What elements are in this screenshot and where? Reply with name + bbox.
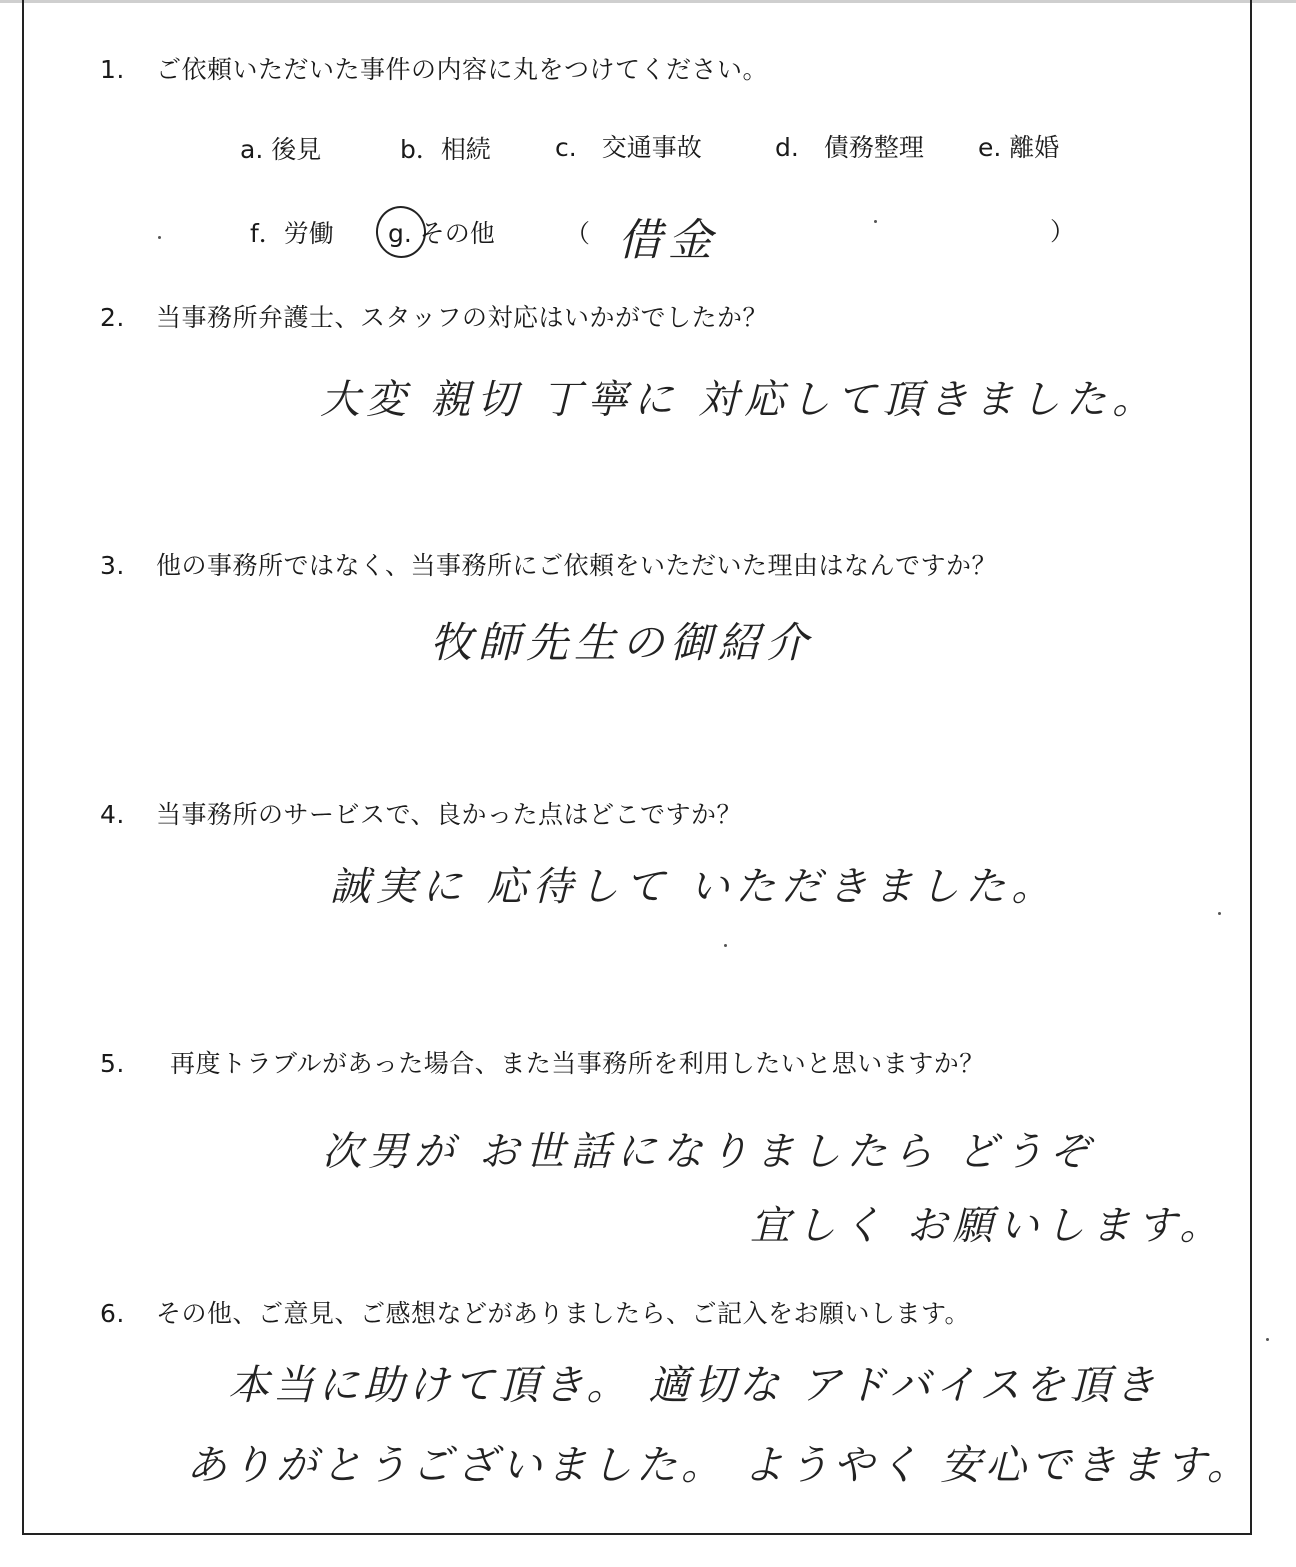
answer-4-handwriting: 誠実に 応待して いただきました。: [330, 864, 1058, 910]
question-text: 再度トラブルがあった場合、また当事務所を利用したいと思いますか？: [170, 1049, 985, 1078]
question-text: その他、ご意見、ご感想などがありましたら、ご記入をお願いします。: [156, 1299, 971, 1328]
question-6: [100, 1294, 970, 1330]
answer-6-handwriting-line-2: ありがとうございました。 ようやく 安心できます。: [186, 1441, 1252, 1489]
answer-5-handwriting-line-1: 次男が お世話になりましたら どうぞ: [322, 1129, 1096, 1175]
paren-open: （: [565, 219, 591, 248]
scan-speck: [158, 236, 161, 239]
option-e: e. 離婚: [978, 133, 1060, 162]
scan-speck: [724, 944, 727, 947]
option-a: a. 後見: [240, 135, 322, 164]
scan-speck: [1218, 912, 1221, 915]
option-c: c. 交通事故: [555, 133, 702, 162]
scan-speck: [1266, 1338, 1269, 1341]
question-4: [100, 795, 742, 831]
question-number: 2.: [100, 303, 125, 332]
answer-2-handwriting: 大変 親切 丁寧に 対応して頂きました。: [320, 377, 1159, 423]
option-d: d. 債務整理: [775, 133, 924, 162]
paren-close: ）: [1050, 217, 1076, 246]
question-number: 6.: [100, 1299, 125, 1328]
question-2: [100, 298, 768, 334]
option-g: g. その他: [388, 219, 495, 248]
question-text: 他の事務所ではなく、当事務所にご依頼をいただいた理由はなんですか？: [156, 551, 998, 580]
question-number: 3.: [100, 551, 125, 580]
option-b: b．相続: [400, 135, 491, 164]
other-answer-handwriting: 借金: [618, 215, 718, 266]
question-5: [100, 1044, 985, 1080]
answer-5-handwriting-line-2: 宜しく お願いします。: [750, 1203, 1226, 1249]
question-3: [100, 546, 997, 582]
question-text: ご依頼いただいた事件の内容に丸をつけてください。: [156, 55, 769, 84]
answer-3-handwriting: 牧師先生の御紹介: [430, 618, 815, 667]
question-text: 当事務所のサービスで、良かった点はどこですか？: [156, 800, 743, 829]
scan-speck: [874, 220, 877, 223]
question-number: 4.: [100, 800, 125, 829]
option-f: f．労働: [250, 219, 334, 248]
question-1: [100, 50, 768, 86]
answer-6-handwriting-line-1: 本当に助けて頂き。 適切な アドバイスを頂き: [228, 1361, 1160, 1409]
question-text: 当事務所弁護士、スタッフの対応はいかがでしたか？: [156, 303, 769, 332]
question-number: 5.: [100, 1049, 125, 1078]
question-number: 1.: [100, 55, 125, 84]
